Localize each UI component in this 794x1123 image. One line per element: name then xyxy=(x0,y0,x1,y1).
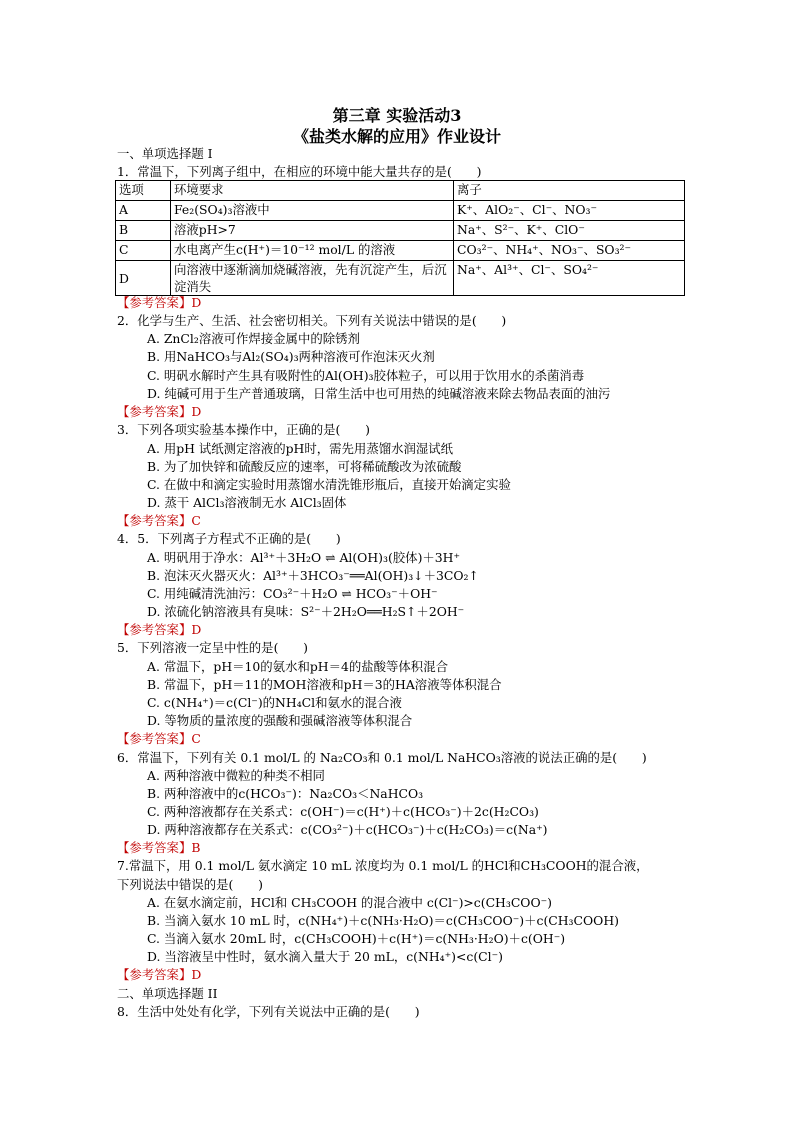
answer-q1: 【参考答案】D xyxy=(117,295,202,310)
option-a: A. 在氨水滴定前，HCl和 CH₃COOH 的混合液中 c(Cl⁻)>c(CH₃COO⁻) xyxy=(147,895,552,910)
option-b: B. 当滴入氨水 10 mL 时，c(NH₄⁺)＋c(NH₃·H₂O)＝c(CH₃COO⁻)＋c(CH₃COOH) xyxy=(147,913,619,928)
option-a: A. 两种溶液中微粒的种类不相同 xyxy=(147,768,325,783)
question-4-stem: 4．5．下列离子方程式不正确的是( ) xyxy=(117,531,341,546)
option-a: A. 用pH 试纸测定溶液的pH时，需先用蒸馏水润湿试纸 xyxy=(147,441,454,456)
option-c: C. 用纯碱清洗油污：CO₃²⁻＋H₂O ⇌ HCO₃⁻＋OH⁻ xyxy=(147,586,438,601)
table-cell: Fe₂(SO₄)₃溶液中 xyxy=(171,201,454,221)
option-d: D. 两种溶液都存在关系式：c(CO₃²⁻)＋c(HCO₃⁻)＋c(H₂CO₃)＝c(Na⁺) xyxy=(147,822,548,837)
answer-q7: 【参考答案】D xyxy=(117,967,202,982)
table-header: 环境要求 xyxy=(171,181,454,201)
question-3-stem: 3．下列各项实验基本操作中，正确的是( ) xyxy=(117,422,370,437)
section-heading-1: 一、单项选择题 I xyxy=(117,146,213,161)
table-header: 选项 xyxy=(116,181,171,201)
table-row xyxy=(116,221,685,241)
option-c: C. 两种溶液都存在关系式：c(OH⁻)＝c(H⁺)＋c(HCO₃⁻)＋2c(H₂CO₃) xyxy=(147,804,539,819)
question-1-table xyxy=(115,180,685,296)
table-cell: 水电离产生c(H⁺)＝10⁻¹² mol/L 的溶液 xyxy=(171,241,454,261)
question-7-stem-cont: 下列说法中错误的是( ) xyxy=(117,877,263,892)
option-b: B. 常温下，pH＝11的MOH溶液和pH＝3的HA溶液等体积混合 xyxy=(147,677,502,692)
table-cell: K⁺、AlO₂⁻、Cl⁻、NO₃⁻ xyxy=(454,201,685,221)
answer-q4: 【参考答案】D xyxy=(117,622,202,637)
table-cell: C xyxy=(116,241,171,261)
table-cell: CO₃²⁻、NH₄⁺、NO₃⁻、SO₃²⁻ xyxy=(454,241,685,261)
table-cell: D xyxy=(116,261,171,296)
table-cell: Na⁺、S²⁻、K⁺、ClO⁻ xyxy=(454,221,685,241)
option-c: C. c(NH₄⁺)＝c(Cl⁻)的NH₄Cl和氨水的混合液 xyxy=(147,695,402,710)
table-header: 离子 xyxy=(454,181,685,201)
option-c: C. 在做中和滴定实验时用蒸馏水清洗锥形瓶后，直接开始滴定实验 xyxy=(147,477,511,492)
option-d: D. 纯碱可用于生产普通玻璃，日常生活中也可用热的纯碱溶液来除去物品表面的油污 xyxy=(147,386,611,401)
option-a: A. ZnCl₂溶液可作焊接金属中的除锈剂 xyxy=(147,331,360,346)
option-a: A. 常温下，pH＝10的氨水和pH＝4的盐酸等体积混合 xyxy=(147,659,448,674)
table-cell: 溶液pH>7 xyxy=(171,221,454,241)
option-b: B. 为了加快锌和硫酸反应的速率，可将稀硫酸改为浓硫酸 xyxy=(147,459,462,474)
question-1-stem: 1．常温下，下列离子组中，在相应的环境中能大量共存的是( ) xyxy=(117,164,482,179)
option-c: C. 当滴入氨水 20mL 时，c(CH₃COOH)＋c(H⁺)＝c(NH₃·H₂O)＋c(OH⁻) xyxy=(147,931,566,946)
question-2-stem: 2．化学与生产、生活、社会密切相关。下列有关说法中错误的是( ) xyxy=(117,313,507,328)
table-cell: B xyxy=(116,221,171,241)
answer-q2: 【参考答案】D xyxy=(117,404,202,419)
table-row xyxy=(116,261,685,296)
table-cell: A xyxy=(116,201,171,221)
table-cell: Na⁺、Al³⁺、Cl⁻、SO₄²⁻ xyxy=(454,261,685,296)
question-7-stem: 7.常温下，用 0.1 mol/L 氨水滴定 10 mL 浓度均为 0.1 mol/L 的HCl和CH₃COOH的混合液， xyxy=(117,858,649,873)
chapter-title: 第三章 实验活动3 xyxy=(332,106,462,125)
option-d: D. 浓硫化钠溶液具有臭味：S²⁻＋2H₂O══H₂S↑＋2OH⁻ xyxy=(147,604,465,619)
question-5-stem: 5．下列溶液一定呈中性的是( ) xyxy=(117,640,309,655)
option-b: B. 泡沫灭火器灭火：Al³⁺＋3HCO₃⁻══Al(OH)₃↓＋3CO₂↑ xyxy=(147,568,479,583)
option-b: B. 用NaHCO₃与Al₂(SO₄)₃两种溶液可作泡沫灭火剂 xyxy=(147,349,435,364)
table-cell: 向溶液中逐渐滴加烧碱溶液，先有沉淀产生，后沉淀消失 xyxy=(171,261,454,296)
option-a: A. 明矾用于净水：Al³⁺＋3H₂O ⇌ Al(OH)₃(胶体)＋3H⁺ xyxy=(147,550,461,565)
question-8-stem: 8．生活中处处有化学，下列有关说法中正确的是( ) xyxy=(117,1004,420,1019)
option-d: D. 蒸干 AlCl₃溶液制无水 AlCl₃固体 xyxy=(147,495,347,510)
document-title: 《盐类水解的应用》作业设计 xyxy=(292,127,501,146)
answer-q6: 【参考答案】B xyxy=(117,840,201,855)
option-d: D. 等物质的量浓度的强酸和强碱溶液等体积混合 xyxy=(147,713,413,728)
option-b: B. 两种溶液中的c(HCO₃⁻)：Na₂CO₃＜NaHCO₃ xyxy=(147,786,424,801)
table-row xyxy=(116,241,685,261)
answer-q3: 【参考答案】C xyxy=(117,513,201,528)
option-c: C. 明矾水解时产生具有吸附性的Al(OH)₃胶体粒子，可以用于饮用水的杀菌消毒 xyxy=(147,368,585,383)
option-d: D. 当溶液呈中性时，氨水滴入量大于 20 mL，c(NH₄⁺)<c(Cl⁻) xyxy=(147,949,503,964)
table-row xyxy=(116,201,685,221)
question-6-stem: 6．常温下，下列有关 0.1 mol/L 的 Na₂CO₃和 0.1 mol/L NaHCO₃溶液的说法正确的是( ) xyxy=(117,750,647,765)
table-header-row xyxy=(116,181,685,201)
section-heading-2: 二、单项选择题 II xyxy=(117,986,218,1001)
answer-q5: 【参考答案】C xyxy=(117,731,201,746)
